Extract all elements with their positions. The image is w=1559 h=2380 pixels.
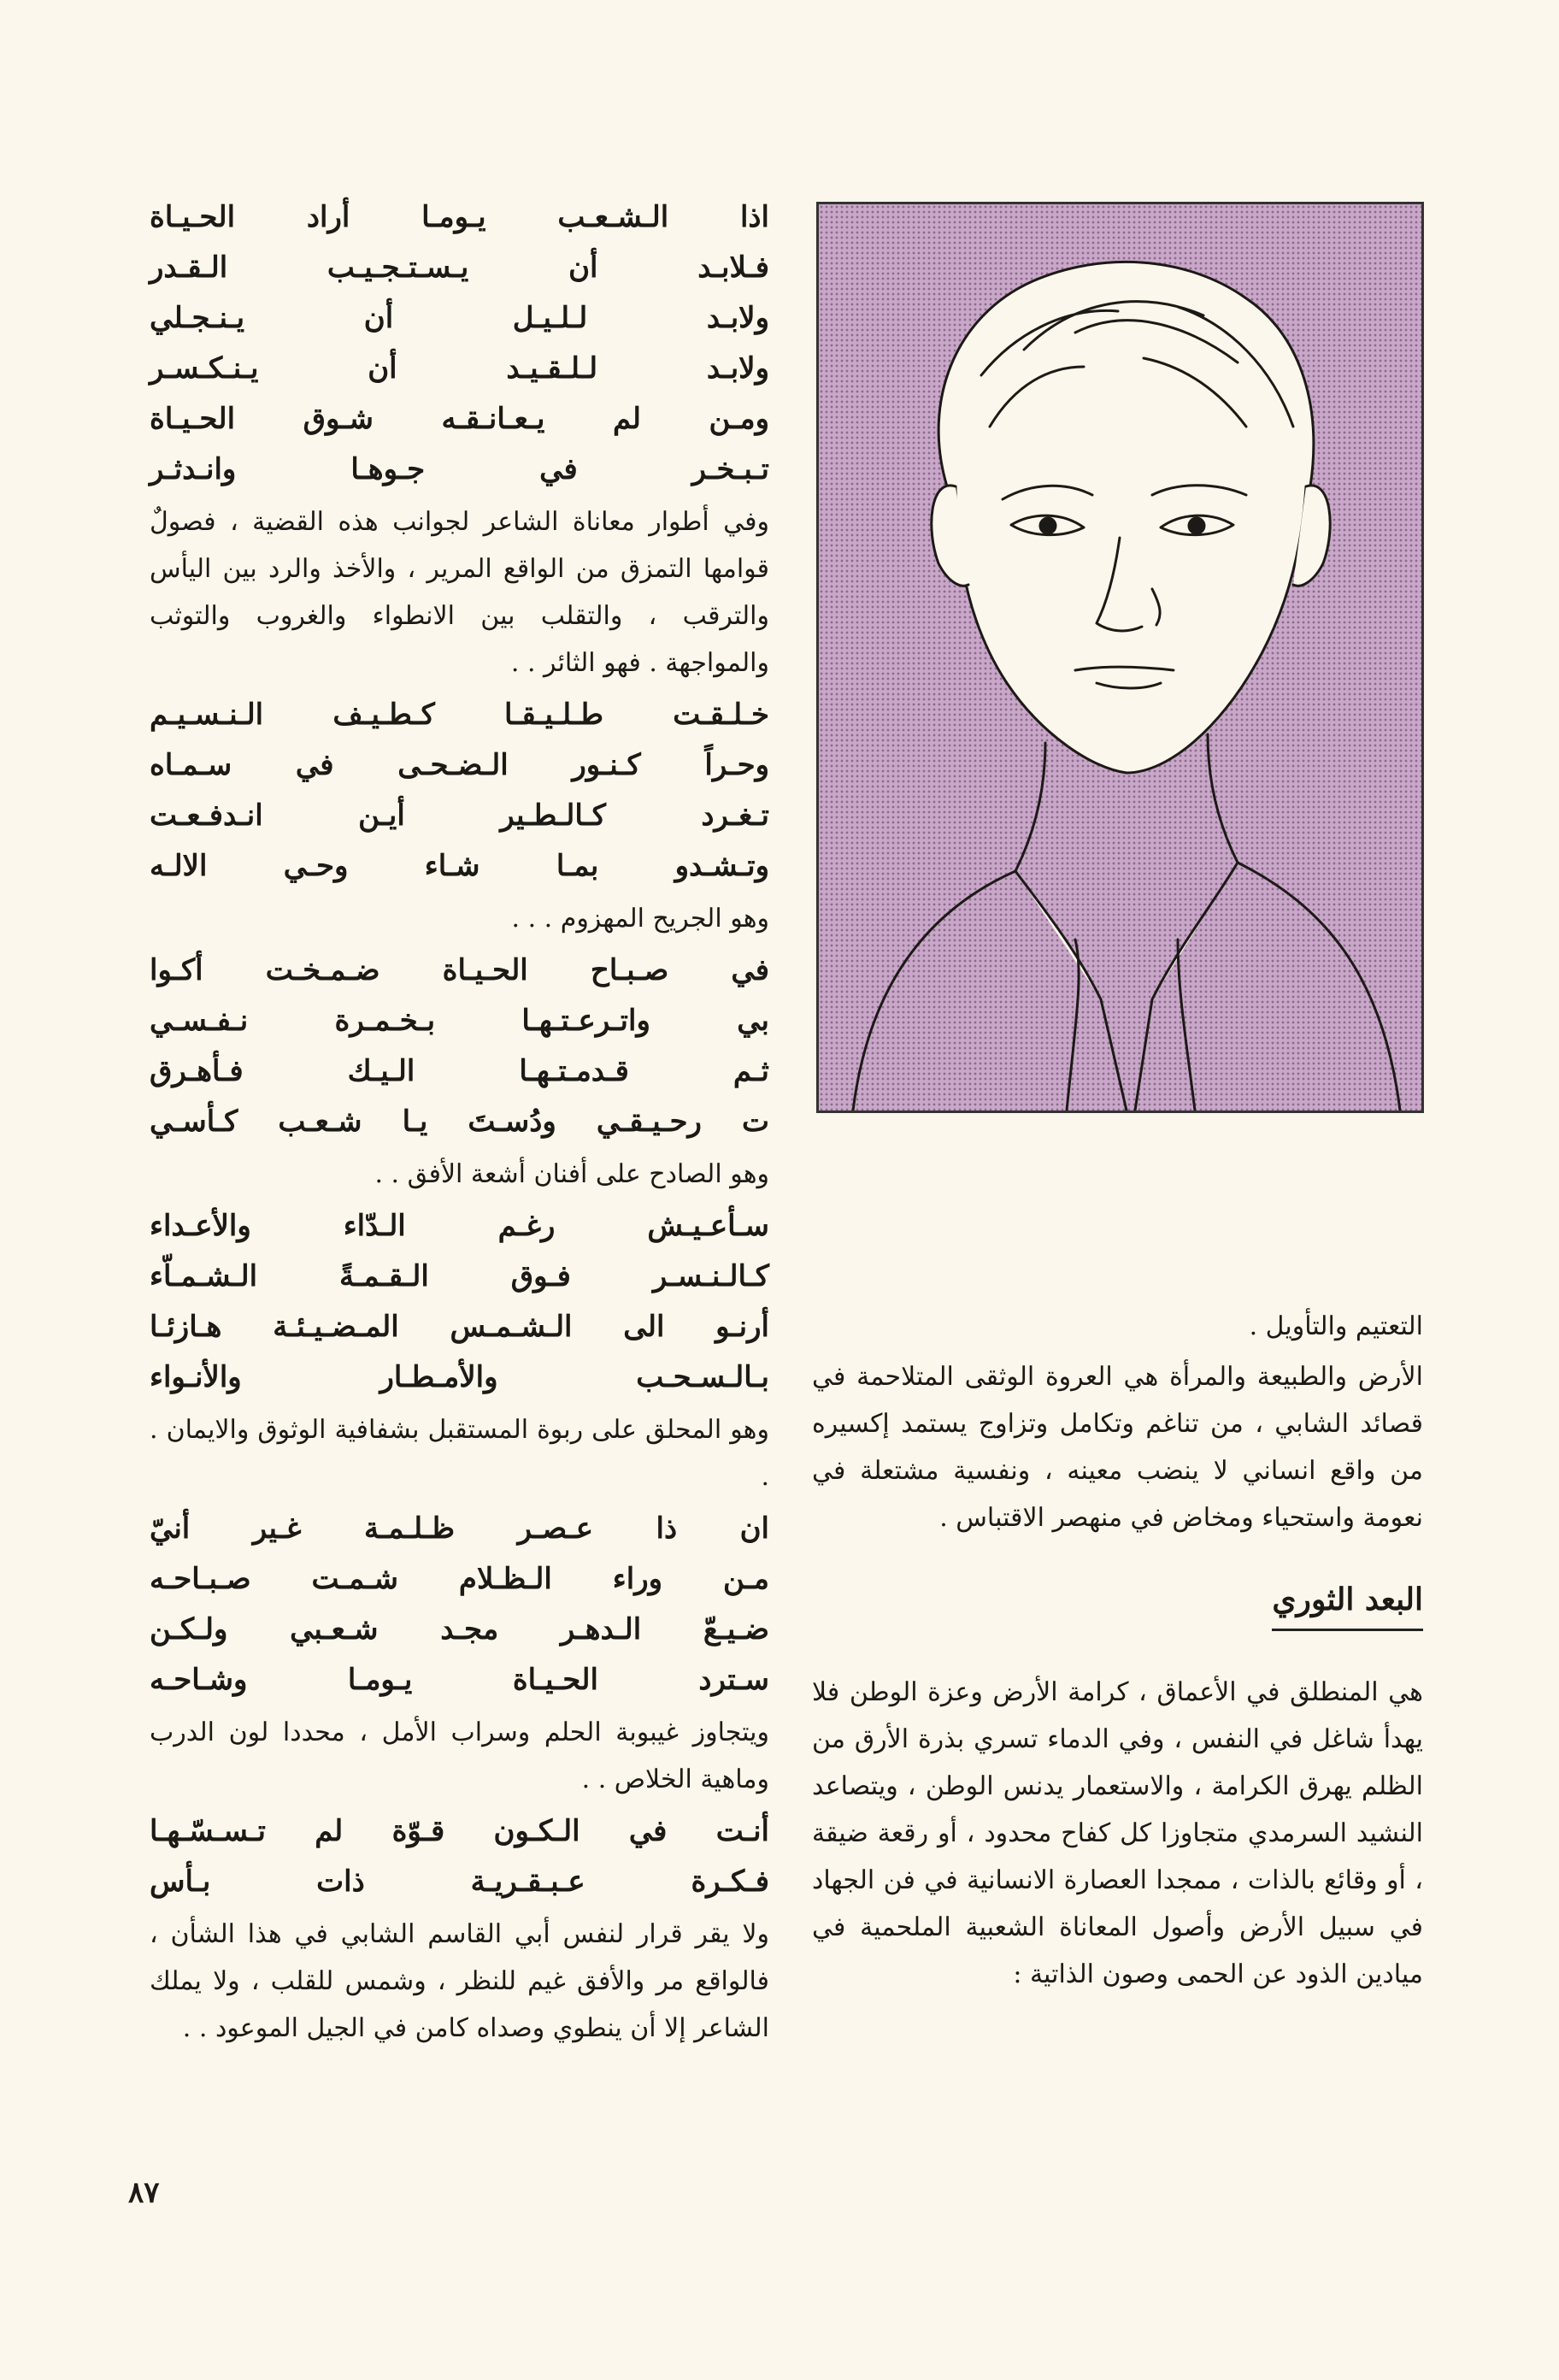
prose-paragraph: ويتجاوز غيبوبة الحلم وسراب الأمل ، محددا لون الدرب وماهية الخلاص . .: [150, 1717, 769, 1794]
verse-line: ولابـد لـلـيـل أن يـنـجـلي: [150, 301, 769, 335]
page-number: ٨٧: [128, 2176, 160, 2210]
verse-line: مـن وراء الـظـلام شـمـت صـبـاحـه: [150, 1562, 769, 1596]
verse-line: فـكـرة عـبـقـريـة ذات بـأس: [150, 1865, 769, 1899]
verse-line: أرنـو الى الـشـمـس المـضـيـئـة هـازئـا: [150, 1310, 769, 1344]
verse-line: تـغـرد كـالـطـير أيـن انـدفـعـت: [150, 798, 769, 833]
verse-line: ومـن لم يـعـانـقـه شـوق الحـيـاة: [150, 402, 769, 436]
poem-stanza-3: [150, 946, 769, 1147]
portrait-illustration: [816, 202, 1424, 1113]
verse-line: ضـيـعّ الـدهـر مجـد شـعـبي ولـكـن: [150, 1612, 769, 1647]
right-text-column: [812, 1299, 1423, 2001]
verse-line: كـالـنـسـر فـوق الـقـمـةً الـشـمـاّء: [150, 1259, 769, 1293]
poem-stanza-1: [150, 192, 769, 495]
verse-line: في صـبـاح الحـيـاة ضـمـخـت أكـوا: [150, 953, 769, 987]
section-heading-wrap: [812, 1545, 1423, 1665]
verse-line: أنـت في الـكـون قـوّة لم تـسـسّـهـا: [150, 1814, 769, 1848]
verse-line: ولابـد لـلـقـيـد أن يـنـكـسـر: [150, 351, 769, 386]
left-text-column: [150, 192, 769, 2055]
verse-line: تـبـخـر في جـوهـا وانـدثـر: [150, 452, 769, 486]
verse-line: سـأعـيـش رغـم الـدّاء والأعـداء: [150, 1209, 769, 1243]
verse-line: فـلابـد أن يـسـتـجـيـب الـقـدر: [150, 250, 769, 285]
verse-line: ان ذا عـصـر ظـلـمـة غـير أنيّ: [150, 1511, 769, 1546]
verse-line: ثـم قـدمـتـهـا الـيـك فـأهـرق: [150, 1054, 769, 1088]
verse-line: وحـراً كـنـور الـضـحـى في سـمـاه: [150, 748, 769, 782]
portrait-sketch-drawing: [819, 204, 1421, 1110]
prose-paragraph: التعتيم والتأويل .: [1249, 1311, 1423, 1341]
verse-line: سـترد الحـيـاة يـومـا وشـاحـه: [150, 1663, 769, 1697]
prose-paragraph: ولا يقر قرار لنفس أبي القاسم الشابي في هذا الشأن ، فالواقع مر والأفق غيم للنظر ، وشمس للقلب ، ولا يملك الشاعر إلا أن ينطوي وصداه كامن في الجيل الموعود . .: [150, 1919, 769, 2043]
verse-line: بـالـسـحـب والأمـطـار والأنـواء: [150, 1360, 769, 1394]
verse-line: ت رحـيـقـي ودُسـتَ يـا شـعـب كـأسـي: [150, 1105, 769, 1139]
verse-line: بي واتـرعـتـهـا بـخـمـرة نـفـسـي: [150, 1004, 769, 1038]
prose-paragraph: الأرض والطبيعة والمرأة هي العروة الوثقى المتلاحمة في قصائد الشابي ، من تناغم وتكامل وتزاوج يستمد إكسيره من واقع انساني لا ينضب معينه ، ونفسية مشتعلة في نعومة واستحياء ومخاض في منهصر الاقتباس .: [812, 1362, 1423, 1533]
verse-line: خـلـقـت طـلـيـقـا كـطـيـف الـنـسـيـم: [150, 698, 769, 732]
prose-paragraph: وهو الجريح المهزوم . . .: [511, 904, 769, 934]
prose-paragraph: وهو المحلق على ربوة المستقبل بشفافية الوثوق والايمان . .: [150, 1415, 769, 1492]
poem-stanza-6: [150, 1806, 769, 1907]
poem-stanza-2: [150, 690, 769, 892]
verse-line: اذا الـشـعـب يـومـا أراد الحـيـاة: [150, 200, 769, 234]
prose-paragraph: وفي أطوار معاناة الشاعر لجوانب هذه القضية ، فصولٌ قوامها التمزق من الواقع المرير ، والأخذ والرد بين اليأس والترقب ، والتقلب بين الانطواء والغروب والتوثب والمواجهة . فهو الثائر . .: [150, 507, 769, 678]
prose-paragraph: وهو الصادح على أفنان أشعة الأفق . .: [374, 1159, 769, 1189]
prose-paragraph: هي المنطلق في الأعماق ، كرامة الأرض وعزة الوطن فلا يهدأ شاغل في النفس ، وفي الدماء تسري بذرة الأرق من الظلم يهرق الكرامة ، والاستعمار يدنس الوطن ، ويتصاعد النشيد السرمدي متجاوزا كل كفاح محدود ، أو رقعة ضيقة ، أو وقائع بالذات ، ممجدا العصارة الانسانية في فن الجهاد في سبيل الأرض وأصول المعاناة الشعبية الملحمية في ميادين الذود عن الحمى وصون الذاتية :: [812, 1677, 1423, 1989]
poem-stanza-4: [150, 1201, 769, 1403]
section-heading: البعد الثوري: [1272, 1574, 1423, 1631]
verse-line: وتـشـدو بمـا شـاء وحـي الالـه: [150, 849, 769, 883]
poem-stanza-5: [150, 1504, 769, 1705]
